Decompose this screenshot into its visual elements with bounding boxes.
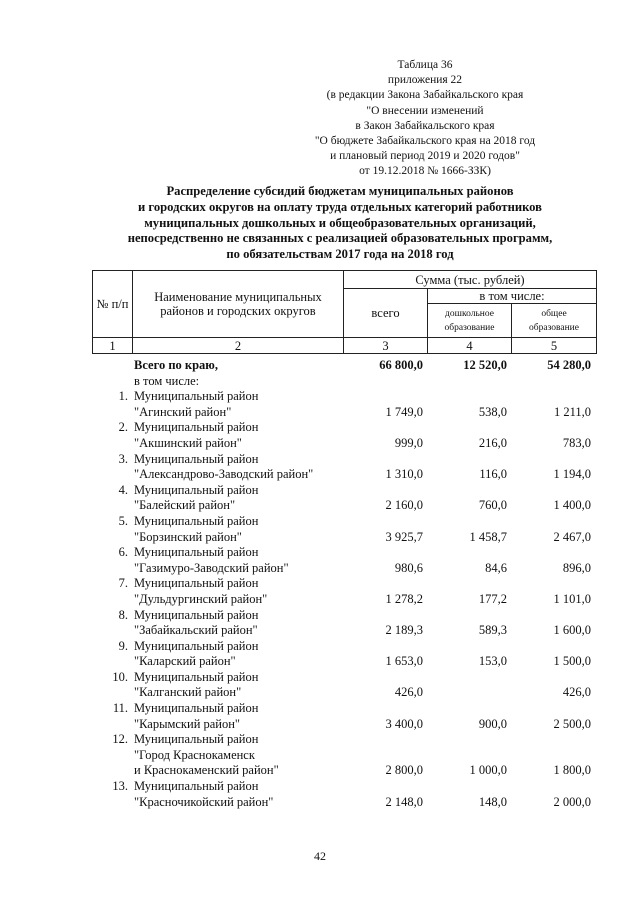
row-total: 3 400,0 bbox=[385, 716, 423, 731]
appendix-line: в Закон Забайкальского края bbox=[355, 119, 495, 132]
row-number: 8. bbox=[118, 607, 128, 622]
row-total: 1 749,0 bbox=[385, 404, 423, 419]
row-general: 2 467,0 bbox=[553, 529, 591, 544]
row-total: 2 160,0 bbox=[385, 498, 423, 513]
row-number: 12. bbox=[112, 732, 128, 747]
row-name-line: Муниципальный район bbox=[134, 669, 259, 684]
row-general: 1 600,0 bbox=[553, 623, 591, 638]
row-total: 1 310,0 bbox=[385, 467, 423, 482]
row-number: 11. bbox=[112, 701, 128, 716]
row-general: 1 101,0 bbox=[553, 591, 591, 606]
row-name bbox=[132, 514, 343, 545]
row-name-line: Муниципальный район bbox=[134, 513, 259, 528]
row-name-line: "Каларский район" bbox=[134, 654, 236, 669]
col-number: 5 bbox=[512, 338, 597, 354]
total-label: Всего по краю, bbox=[134, 358, 218, 372]
row-name-line: Муниципальный район bbox=[134, 420, 259, 435]
total-general: 54 280,0 bbox=[547, 358, 591, 372]
row-preschool: 589,3 bbox=[478, 623, 507, 638]
row-preschool: 177,2 bbox=[478, 591, 507, 606]
row-name bbox=[132, 639, 343, 670]
row-number: 2. bbox=[118, 420, 128, 435]
row-total: 980,6 bbox=[394, 560, 423, 575]
table-row bbox=[92, 732, 596, 779]
table-row bbox=[92, 670, 596, 701]
row-name-line: "Борзинский район" bbox=[134, 529, 242, 544]
total-row bbox=[92, 358, 596, 374]
total-value: 66 800,0 bbox=[379, 358, 423, 372]
table-header bbox=[92, 270, 597, 354]
header-num: № п/п bbox=[93, 271, 133, 338]
row-name-line: "Газимуро-Заводский район" bbox=[134, 560, 289, 575]
table-row bbox=[92, 545, 596, 576]
row-general: 2 500,0 bbox=[553, 716, 591, 731]
row-number: 1. bbox=[118, 389, 128, 404]
row-name-line: Муниципальный район bbox=[134, 576, 259, 591]
row-name bbox=[132, 779, 343, 810]
row-name bbox=[132, 545, 343, 576]
table-row bbox=[92, 779, 596, 810]
row-general: 1 400,0 bbox=[553, 498, 591, 513]
row-number: 3. bbox=[118, 451, 128, 466]
row-general: 783,0 bbox=[562, 435, 591, 450]
title-line: муниципальных дошкольных и общеобразовательных организаций, bbox=[144, 215, 536, 230]
table-row bbox=[92, 576, 596, 607]
table-row bbox=[92, 701, 596, 732]
table-row bbox=[92, 608, 596, 639]
row-preschool: 900,0 bbox=[478, 716, 507, 731]
header-general: общее образование bbox=[512, 304, 597, 338]
header-name: Наименование муниципальных районов и городских округов bbox=[133, 271, 344, 338]
row-total: 1 278,2 bbox=[385, 591, 423, 606]
row-preschool: 116,0 bbox=[479, 467, 507, 482]
appendix-line: (в редакции Закона Забайкальского края bbox=[326, 89, 524, 102]
row-name-line: Муниципальный район bbox=[134, 545, 259, 560]
row-name-line: "Карымский район" bbox=[134, 716, 241, 731]
appendix-line: от 19.12.2018 № 1666-ЗЗК) bbox=[359, 165, 491, 178]
row-total: 1 653,0 bbox=[385, 654, 423, 669]
header-sum: Сумма (тыс. рублей) bbox=[344, 271, 597, 289]
row-name-line: Муниципальный район bbox=[134, 482, 259, 497]
appendix-line: "О внесении изменений bbox=[366, 104, 484, 117]
col-number: 3 bbox=[344, 338, 428, 354]
row-name-line: и Краснокаменский район" bbox=[134, 763, 279, 778]
row-name-line: Муниципальный район bbox=[134, 779, 259, 794]
row-preschool: 148,0 bbox=[478, 794, 507, 809]
row-number: 7. bbox=[118, 576, 128, 591]
row-general: 2 000,0 bbox=[553, 794, 591, 809]
title-line: Распределение субсидий бюджетам муниципальных районов bbox=[166, 184, 514, 198]
appendix-reference bbox=[300, 58, 550, 180]
row-preschool: 216,0 bbox=[478, 435, 507, 450]
incl-label: в том числе: bbox=[134, 373, 200, 388]
title-line: непосредственно не связанных с реализацией образовательных программ, bbox=[127, 231, 553, 246]
row-name-line: Муниципальный район bbox=[134, 607, 259, 622]
table-body bbox=[92, 358, 596, 810]
row-preschool: 1 000,0 bbox=[469, 763, 507, 778]
row-name bbox=[132, 732, 343, 779]
row-number: 4. bbox=[118, 482, 128, 497]
appendix-line: приложения 22 bbox=[387, 74, 463, 87]
row-general: 1 500,0 bbox=[553, 654, 591, 669]
row-preschool: 1 458,7 bbox=[469, 529, 507, 544]
row-total: 2 148,0 bbox=[385, 794, 423, 809]
row-name-line: Муниципальный район bbox=[134, 732, 259, 747]
appendix-line: Таблица 36 bbox=[397, 59, 453, 71]
col-number: 1 bbox=[93, 338, 133, 354]
row-name-line: "Город Краснокаменск bbox=[134, 747, 255, 762]
total-preschool: 12 520,0 bbox=[463, 358, 507, 372]
row-name-line: "Красночикойский район" bbox=[134, 794, 274, 809]
row-name-line: "Дульдургинский район" bbox=[134, 591, 268, 606]
row-total: 3 925,7 bbox=[385, 529, 423, 544]
col-number: 2 bbox=[133, 338, 344, 354]
row-name bbox=[132, 701, 343, 732]
row-general: 1 194,0 bbox=[553, 467, 591, 482]
row-number: 9. bbox=[118, 638, 128, 653]
header-total: всего bbox=[344, 289, 428, 338]
row-preschool: 760,0 bbox=[478, 498, 507, 513]
row-total: 999,0 bbox=[394, 435, 423, 450]
appendix-line: "О бюджете Забайкальского края на 2018 год bbox=[314, 135, 536, 148]
row-general: 896,0 bbox=[562, 560, 591, 575]
appendix-line: и плановый период 2019 и 2020 годов" bbox=[330, 150, 520, 163]
title-line: по обязательствам 2017 года на 2018 год bbox=[226, 247, 454, 262]
row-name bbox=[132, 670, 343, 701]
row-name-line: "Агинский район" bbox=[134, 404, 232, 419]
row-name-line: "Акшинский район" bbox=[134, 435, 242, 450]
row-number: 5. bbox=[118, 513, 128, 528]
row-name-line: Муниципальный район bbox=[134, 638, 259, 653]
title-line: и городских округов на оплату труда отдельных категорий работников bbox=[138, 199, 542, 214]
row-name-line: Муниципальный район bbox=[134, 389, 259, 404]
row-general: 426,0 bbox=[562, 685, 591, 700]
row-preschool: 153,0 bbox=[478, 654, 507, 669]
row-name bbox=[132, 576, 343, 607]
row-general: 1 211,0 bbox=[553, 404, 591, 419]
row-number: 6. bbox=[118, 545, 128, 560]
row-name bbox=[132, 452, 343, 483]
table-row bbox=[92, 389, 596, 420]
incl-row bbox=[92, 374, 596, 390]
table-row bbox=[92, 452, 596, 483]
row-name bbox=[132, 389, 343, 420]
row-name-line: "Забайкальский район" bbox=[134, 623, 258, 638]
table-row bbox=[92, 483, 596, 514]
row-name bbox=[132, 608, 343, 639]
row-name-line: Муниципальный район bbox=[134, 451, 259, 466]
row-name bbox=[132, 483, 343, 514]
col-number: 4 bbox=[428, 338, 512, 354]
row-number: 13. bbox=[112, 779, 128, 794]
row-general: 1 800,0 bbox=[553, 763, 591, 778]
row-number: 10. bbox=[112, 669, 128, 684]
row-total: 426,0 bbox=[394, 685, 423, 700]
table-row bbox=[92, 514, 596, 545]
row-total: 2 189,3 bbox=[385, 623, 423, 638]
row-name-line: "Балейский район" bbox=[134, 498, 236, 513]
row-name-line: "Александрово-Заводский район" bbox=[134, 467, 314, 482]
row-preschool: 84,6 bbox=[485, 560, 507, 575]
row-preschool: 538,0 bbox=[478, 404, 507, 419]
row-total: 2 800,0 bbox=[385, 763, 423, 778]
row-name bbox=[132, 420, 343, 451]
table-row bbox=[92, 639, 596, 670]
header-preschool: дошкольное образование bbox=[428, 304, 512, 338]
row-name-line: "Калганский район" bbox=[134, 685, 242, 700]
table-row bbox=[92, 420, 596, 451]
page-number: 42 bbox=[314, 849, 326, 863]
document-title bbox=[80, 184, 600, 263]
header-incl: в том числе: bbox=[428, 289, 597, 304]
row-name-line: Муниципальный район bbox=[134, 701, 259, 716]
